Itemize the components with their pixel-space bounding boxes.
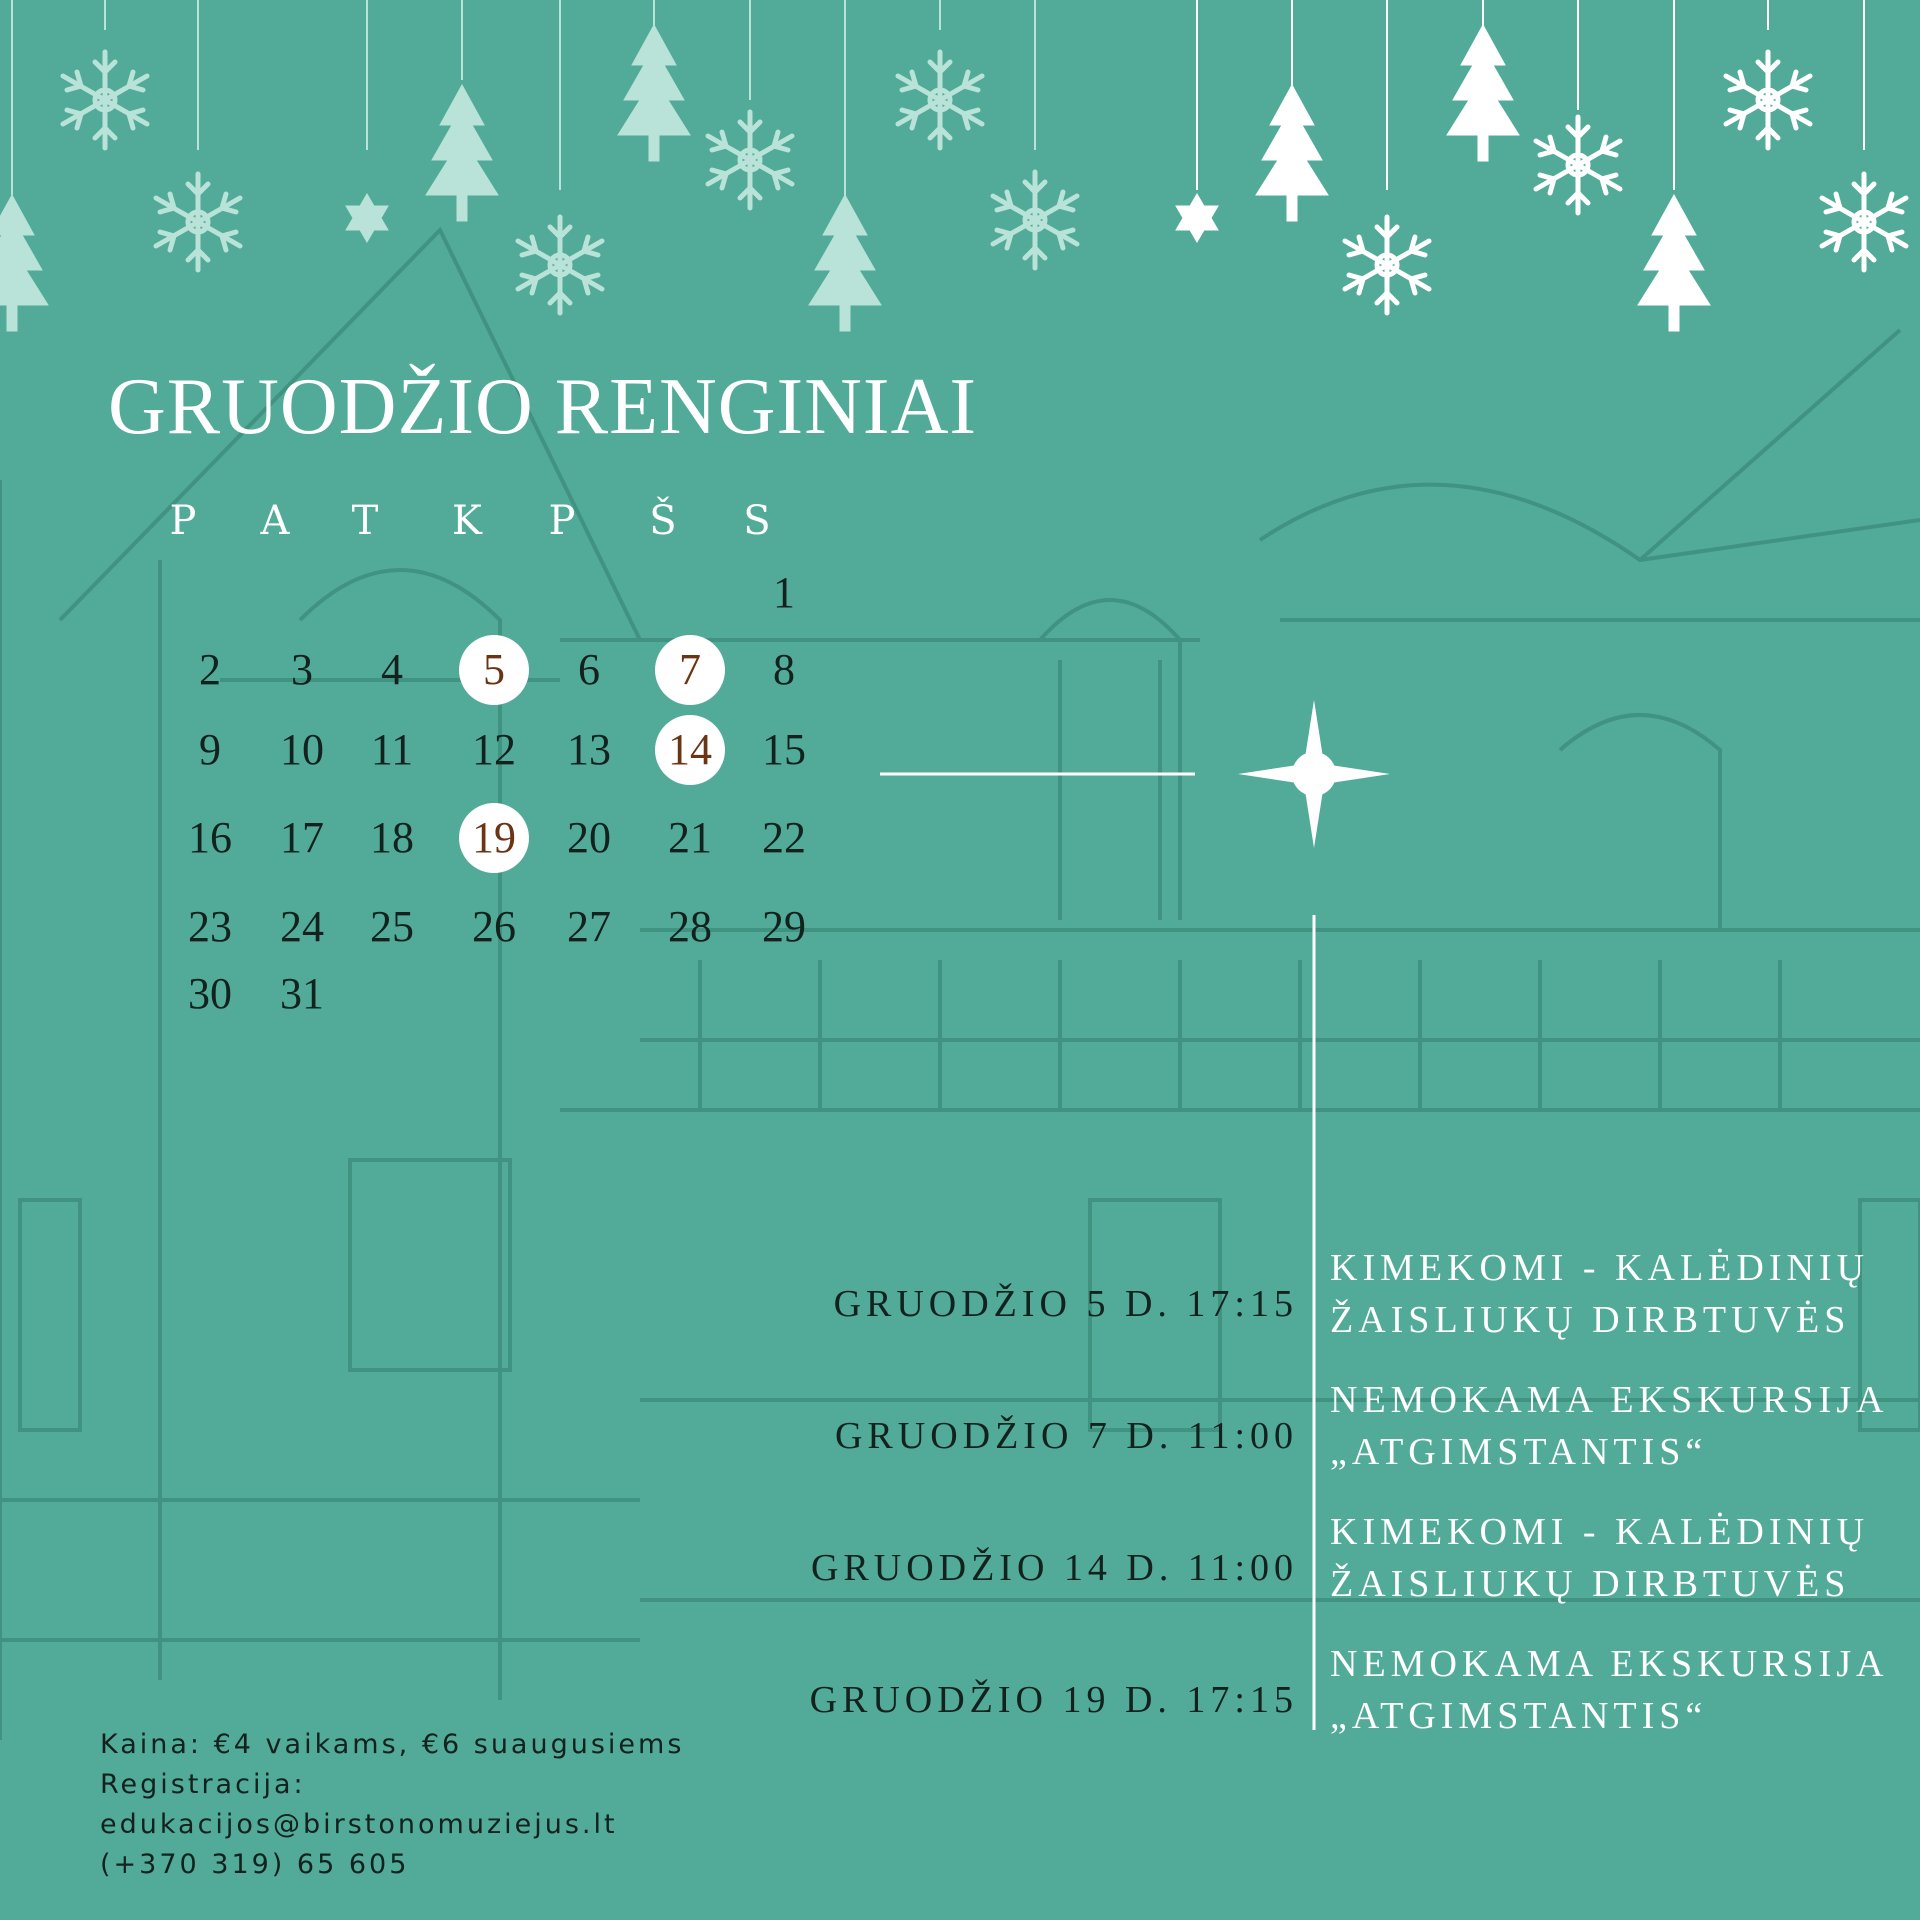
event-title-line: „ATGIMSTANTIS“ [1330,1695,1708,1737]
event-title-line: NEMOKAMA EKSKURSIJA [1330,1643,1889,1685]
snowflake-icon [898,52,982,148]
snowflake-icon [1726,52,1810,148]
calendar-day: 29 [762,902,806,951]
calendar-day: 27 [567,902,611,951]
tree-icon [1256,85,1328,221]
ornaments-light [0,0,1077,331]
event-date: GRUODŽIO 7 D. 11:00 [834,1415,1298,1457]
snowflake-icon [1536,117,1620,213]
calendar-day: 9 [199,725,221,774]
event-title-line: ŽAISLIUKŲ DIRBTUVĖS [1330,1299,1851,1341]
calendar-day: 2 [199,645,221,694]
calendar-day: 28 [668,902,712,951]
snowflake-icon [1822,174,1906,270]
event-date: GRUODŽIO 5 D. 17:15 [833,1283,1298,1325]
snowflake-icon [708,112,792,208]
calendar-day-event[interactable]: 5 [459,635,529,705]
weekday-label: K [452,498,482,544]
event-title-line: „ATGIMSTANTIS“ [1330,1431,1708,1473]
event-title [1330,1374,1910,1478]
calendar-day: 31 [280,969,324,1018]
calendar-day: 25 [370,902,414,951]
page-title: GRUODŽIO RENGINIAI [108,363,977,451]
calendar-day: 8 [773,645,795,694]
calendar-day: 30 [188,969,232,1018]
weekday-label: T [351,498,379,544]
tree-icon [809,195,881,331]
event-title-line: ŽAISLIUKŲ DIRBTUVĖS [1330,1563,1851,1605]
star-icon [346,194,388,242]
email-link[interactable]: edukacijos@birstonomuziejus.lt [100,1809,618,1840]
calendar-day: 3 [291,645,313,694]
event-title [1330,1506,1910,1610]
ornaments-white [1176,0,1906,331]
phone-text: (+370 319) 65 605 [100,1849,410,1880]
tree-icon [0,195,48,331]
calendar-day: 4 [381,645,403,694]
event-title-line: KIMEKOMI - KALĖDINIŲ [1330,1247,1870,1289]
calendar-day-event[interactable]: 7 [655,635,725,705]
weekday-label: P [169,498,197,544]
snowflake-icon [156,174,240,270]
tree-icon [426,85,498,221]
calendar-day: 12 [472,725,516,774]
weekday-label: A [260,498,290,544]
calendar-day: 15 [762,725,806,774]
calendar-day-event[interactable]: 19 [459,803,529,873]
calendar-day: 6 [578,645,600,694]
sparkle-star-icon [1238,700,1390,848]
weekday-label: Š [649,498,677,544]
footer-info [100,1725,684,1885]
event-title-line: NEMOKAMA EKSKURSIJA [1330,1379,1889,1421]
calendar-day: 16 [188,813,232,862]
calendar-day-event[interactable]: 14 [655,715,725,785]
snowflake-icon [63,52,147,148]
calendar-day: 21 [668,813,712,862]
calendar-day: 23 [188,902,232,951]
calendar-day: 10 [280,725,324,774]
calendar-day: 11 [370,725,414,774]
calendar-day: 13 [567,725,611,774]
weekday-label: S [743,498,771,544]
calendar-day: 22 [762,813,806,862]
hanging-line [12,0,1035,200]
calendar-day: 18 [370,813,414,862]
snowflake-icon [1345,217,1429,313]
event-title [1330,1242,1910,1346]
price-text: Kaina: €4 vaikams, €6 suaugusiems [100,1729,685,1760]
event-date: GRUODŽIO 19 D. 17:15 [809,1679,1298,1721]
snowflake-icon [518,217,602,313]
registration-label: Registracija: [100,1769,306,1800]
tree-icon [1638,195,1710,331]
calendar-day: 20 [567,813,611,862]
calendar-day: 26 [472,902,516,951]
calendar-day: 24 [280,902,324,951]
calendar-day: 17 [280,813,324,862]
star-icon [1176,194,1218,242]
tree-icon [618,25,690,161]
snowflake-icon [993,172,1077,268]
tree-icon [1447,25,1519,161]
weekday-label: P [548,498,576,544]
calendar-day: 1 [773,568,795,617]
event-title [1330,1638,1910,1742]
event-date: GRUODŽIO 14 D. 11:00 [810,1547,1298,1589]
event-title-line: KIMEKOMI - KALĖDINIŲ [1330,1511,1870,1553]
